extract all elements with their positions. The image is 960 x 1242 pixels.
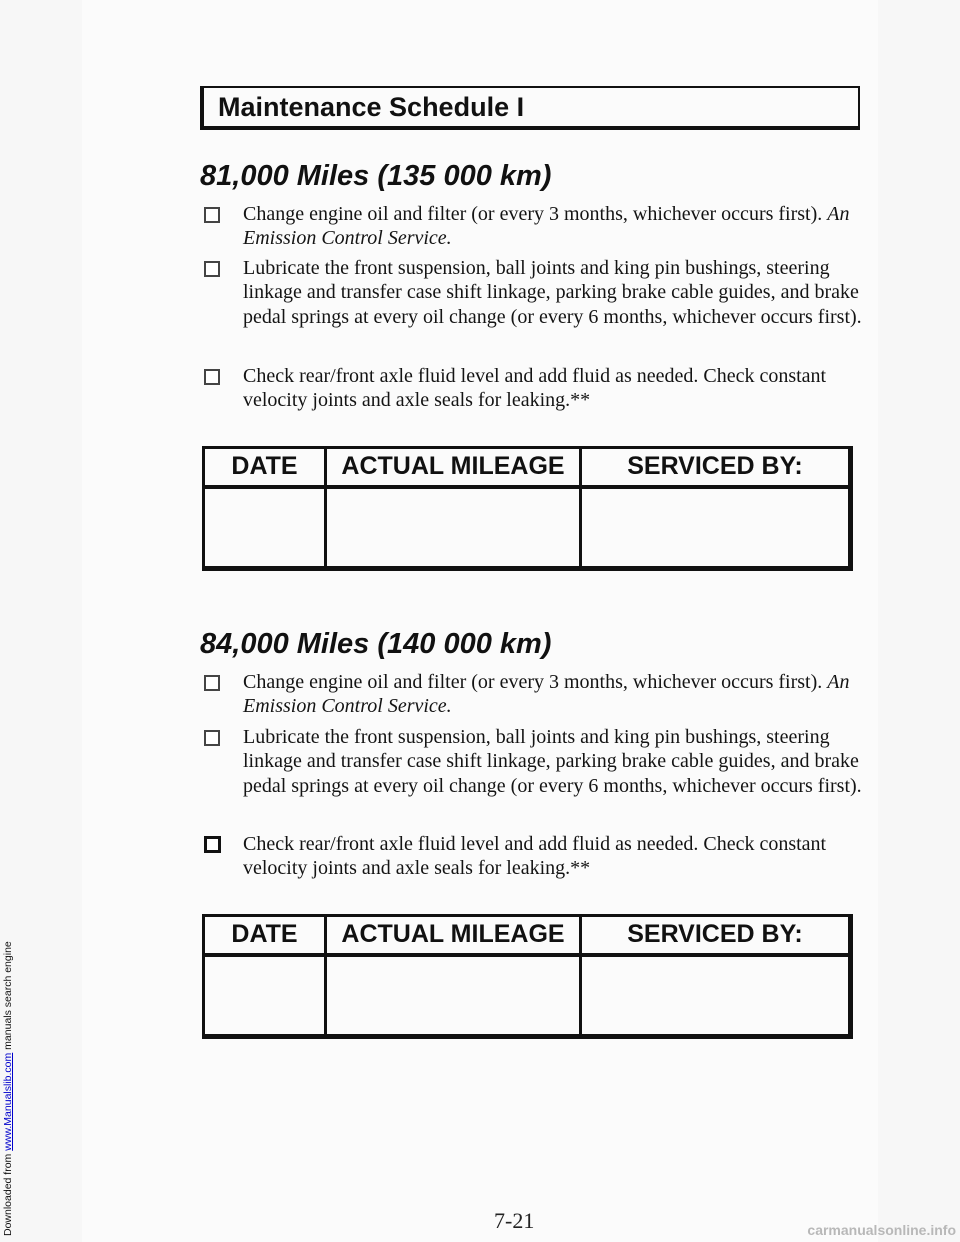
checklist-item: Check rear/front axle fluid level and add fluid as needed. Check constant velocity joints and axle seals for leaking.** [204, 832, 864, 881]
checklist-item: Check rear/front axle fluid level and add fluid as needed. Check constant velocity joints and axle seals for leaking.** [204, 364, 864, 413]
column-header-date: DATE [231, 452, 298, 480]
checkbox[interactable] [204, 730, 220, 746]
watermark: carmanualsonline.info [807, 1222, 956, 1238]
checklist-item: Lubricate the front suspension, ball joints and king pin bushings, steering linkage and transfer case shift linkage, parking brake cable guides, and brake pedal springs at every oil change (or every 6 months, whichever occurs first). [204, 725, 864, 798]
column-header-date: DATE [231, 920, 298, 948]
service-record-table [202, 446, 853, 571]
download-source-note: Downloaded from www.Manualslib.com manuals search engine [2, 941, 14, 1236]
section-heading-84000: 84,000 Miles (140 000 km) [200, 628, 552, 660]
column-header-serviced-by: SERVICED BY: [627, 920, 803, 948]
column-header-actual-mileage: ACTUAL MILEAGE [341, 452, 565, 480]
schedule-header-box [200, 86, 860, 130]
checklist-item: Change engine oil and filter (or every 3 months, whichever occurs first). An Emission Control Service. [204, 670, 864, 719]
section-heading-81000: 81,000 Miles (135 000 km) [200, 160, 552, 192]
checklist-item: Change engine oil and filter (or every 3 months, whichever occurs first). An Emission Control Service. [204, 202, 864, 251]
checkbox[interactable] [204, 836, 221, 853]
checkbox[interactable] [204, 369, 220, 385]
service-record-table [202, 914, 853, 1039]
checkbox[interactable] [204, 207, 220, 223]
schedule-title: Maintenance Schedule I [218, 92, 525, 122]
column-header-serviced-by: SERVICED BY: [627, 452, 803, 480]
checklist-item: Lubricate the front suspension, ball joints and king pin bushings, steering linkage and transfer case shift linkage, parking brake cable guides, and brake pedal springs at every oil change (or every 6 months, whichever occurs first). [204, 256, 864, 329]
column-header-actual-mileage: ACTUAL MILEAGE [341, 920, 565, 948]
checkbox[interactable] [204, 675, 220, 691]
checkbox[interactable] [204, 261, 220, 277]
manualslib-link[interactable]: www.Manualslib.com [2, 1052, 14, 1151]
page-number: 7-21 [494, 1208, 535, 1233]
